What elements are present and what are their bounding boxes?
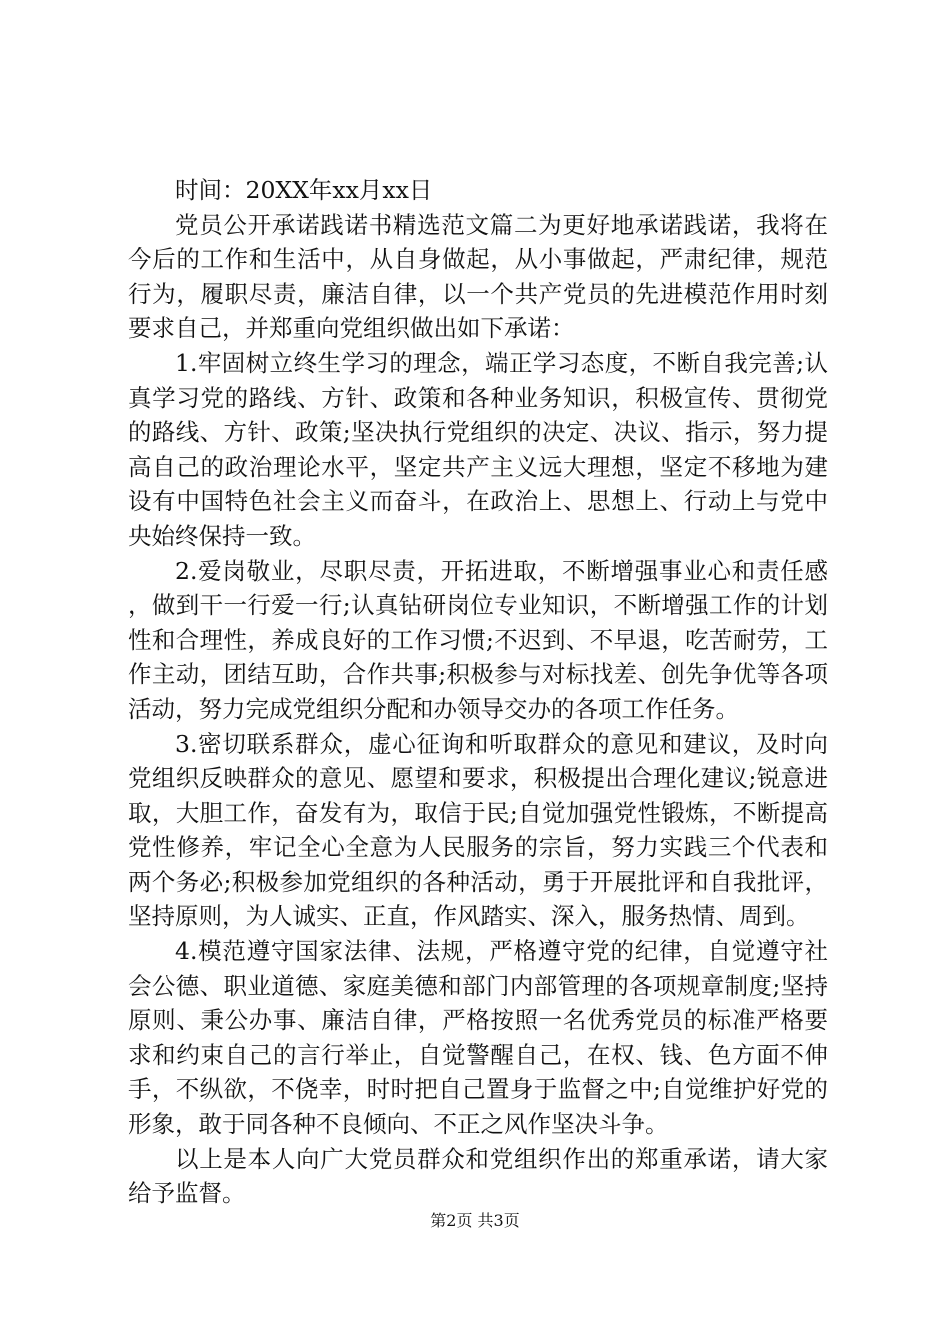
document-body [128,173,828,1211]
intro-paragraph: 党员公开承诺践诺书精选范文篇二为更好地承诺践诺，我将在今后的工作和生活中，从自身做起，从小事做起，严肃纪律，规范行为，履职尽责，廉洁自律，以一个共产党员的先进模范作用时刻要求自己，并郑重向党组织做出如下承诺： [128,210,828,343]
commitment-item-3: 3.密切联系群众，虚心征询和听取群众的意见和建议，及时向党组织反映群众的意见、愿望和要求，积极提出合理化建议;锐意进取，大胆工作，奋发有为，取信于民;自觉加强党性锻炼，不断提高党性修养，牢记全心全意为人民服务的宗旨，努力实践三个代表和两个务必;积极参加党组织的各种活动，勇于开展批评和自我批评，坚持原则，为人诚实、正直，作风踏实、深入，服务热情、周到。 [128,729,828,931]
commitment-item-4: 4.模范遵守国家法律、法规，严格遵守党的纪律，自觉遵守社会公德、职业道德、家庭美德和部门内部管理的各项规章制度;坚持原则、秉公办事、廉洁自律，严格按照一名优秀党员的标准严格要求和约束自己的言行举止，自觉警醒自己，在权、钱、色方面不伸手，不纵欲，不侥幸，时时把自己置身于监督之中;自觉维护好党的形象，敢于同各种不良倾向、不正之风作坚决斗争。 [128,937,828,1139]
closing-paragraph: 以上是本人向广大党员群众和党组织作出的郑重承诺，请大家给予监督。 [128,1144,828,1208]
commitment-item-2: 2.爱岗敬业，尽职尽责，开拓进取，不断增强事业心和责任感，做到干一行爱一行;认真钻研岗位专业知识，不断增强工作的计划性和合理性，养成良好的工作习惯;不迟到、不早退，吃苦耐劳，工作主动，团结互助，合作共事;积极参与对标找差、创先争优等各项活动，努力完成党组织分配和办领导交办的各项工作任务。 [128,556,828,723]
page-number-footer: 第2页 共3页 [430,1211,520,1230]
commitment-item-1: 1.牢固树立终生学习的理念，端正学习态度，不断自我完善;认真学习党的路线、方针、政策和各种业务知识，积极宣传、贯彻党的路线、方针、政策;坚决执行党组织的决定、决议、指示，努力提高自己的政治理论水平，坚定共产主义远大理想，坚定不移地为建设有中国特色社会主义而奋斗，在政治上、思想上、行动上与党中央始终保持一致。 [128,348,828,550]
date-line: 时间：20XX年xx月xx日 [175,176,433,204]
